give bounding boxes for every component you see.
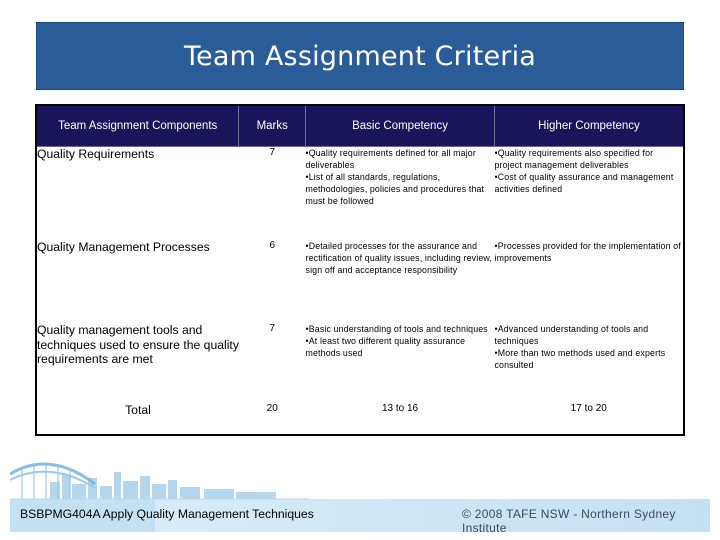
criterion-item: •Quality requirements defined for all major deliverables: [305, 148, 476, 170]
criterion-item: •Cost of quality assurance and management activities defined: [494, 172, 674, 194]
table-row: [36, 323, 684, 403]
criterion-item: •Advanced understanding of tools and techniques: [494, 324, 649, 346]
table-header-row: [36, 105, 684, 147]
component-cell: Quality Requirements: [37, 147, 155, 161]
criterion-item: •Processes provided for the implementation of improvements: [494, 241, 681, 263]
criterion-item: •At least two different quality assurance methods used: [305, 336, 466, 358]
total-row: [36, 403, 684, 435]
criterion-item: •List of all standards, regulations, methodologies, policies and procedures that must be followed: [305, 172, 485, 206]
higher-competency-cell: [495, 323, 685, 403]
component-cell: Quality Management Processes: [37, 240, 210, 254]
basic-competency-cell: [306, 147, 495, 241]
criterion-item: •More than two methods used and experts consulted: [494, 348, 666, 370]
total-label: Total: [125, 403, 151, 417]
higher-competency-cell: [495, 147, 685, 241]
header-basic-competency: Basic Competency: [306, 105, 495, 147]
marks-cell: 6: [269, 240, 275, 251]
total-marks: 20: [266, 403, 278, 414]
criteria-table: [35, 104, 685, 436]
header-higher-competency: Higher Competency: [495, 105, 685, 147]
header-components: Team Assignment Components: [36, 105, 239, 147]
marks-cell: 7: [269, 147, 275, 158]
table-row: [36, 240, 684, 323]
criterion-item: •Detailed processes for the assurance and rectification of quality issues, including review, sign off and acceptance responsibility: [305, 241, 492, 275]
header-marks: Marks: [239, 105, 306, 147]
component-cell: Quality management tools and techniques used to ensure the quality requirements are met: [37, 323, 239, 366]
copyright-notice: © 2008 TAFE NSW - Northern Sydney Institute: [462, 507, 676, 535]
basic-competency-cell: [306, 323, 495, 403]
total-higher-range: 17 to 20: [570, 403, 607, 414]
higher-competency-cell: [495, 240, 685, 323]
marks-cell: 7: [269, 323, 275, 334]
total-basic-range: 13 to 16: [381, 403, 419, 414]
page-title: Team Assignment Criteria: [183, 40, 537, 72]
criterion-item: •Quality requirements also specified for project management deliverables: [494, 148, 654, 170]
course-code-label: BSBPMG404A Apply Quality Management Techniques: [20, 507, 314, 521]
table-row: [36, 147, 684, 241]
basic-competency-cell: [306, 240, 495, 323]
criterion-item: •Basic understanding of tools and techniques: [305, 324, 488, 334]
title-banner: [36, 22, 684, 90]
